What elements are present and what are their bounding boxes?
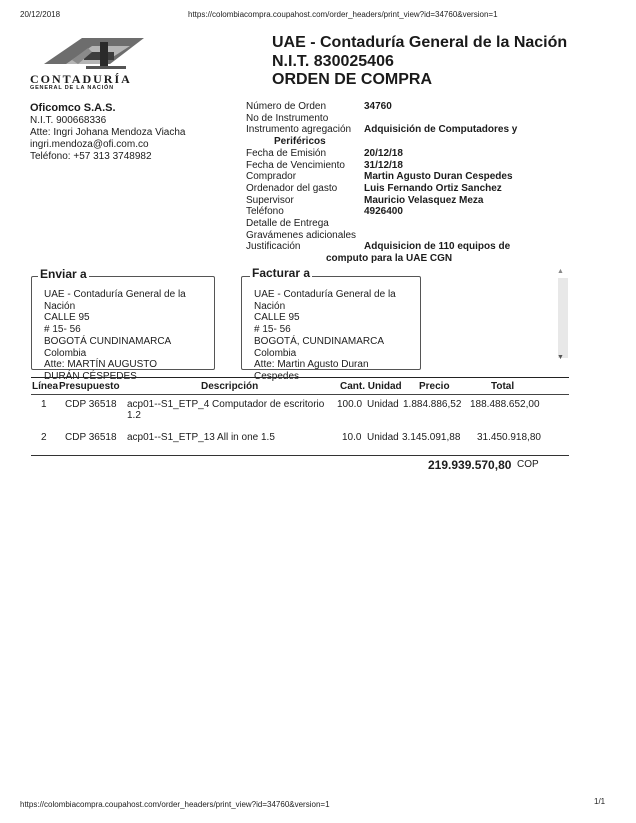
bill-to-box (241, 276, 421, 370)
ship-to-address (44, 289, 208, 383)
col-line: Línea (32, 381, 59, 392)
address-line: UAE - Contaduría General de la (44, 289, 186, 300)
address-line: BOGOTÁ, CUNDINAMARCA (254, 335, 385, 347)
address-line: CALLE 95 (254, 312, 300, 324)
order-info-value: Martin Agusto Duran Cespedes (364, 171, 513, 183)
col-price: Precio (419, 381, 450, 392)
supplier-phone: Teléfono: +57 313 3748982 (30, 151, 152, 162)
row-price: 1.884.886,52 (403, 399, 462, 410)
address-line: # 15- 56 (44, 324, 81, 336)
order-info-value: 20/12/18 (364, 147, 403, 159)
supplier-attn: Atte: Ingri Johana Mendoza Viacha (30, 127, 186, 138)
order-info-label: Comprador (246, 171, 297, 183)
row-qty: 100.0 (337, 399, 363, 410)
document-type: ORDEN DE COMPRA (272, 71, 433, 88)
row-description: acp01--S1_ETP_13 All in one 1.5 (127, 432, 275, 443)
supplier-nit: N.I.T. 900668336 (30, 115, 107, 126)
address-line: Colombia (44, 347, 87, 359)
order-info-value: Luis Fernando Ortiz Sanchez (364, 182, 502, 194)
col-total: Total (491, 381, 515, 392)
row-line: 2 (41, 432, 47, 443)
print-url: https://colombiacompra.coupahost.com/order_headers/print_view?id=34760&version=1 (188, 10, 498, 19)
grand-total: 219.939.570,80 (428, 458, 512, 472)
ship-to-box (31, 276, 215, 370)
bill-to-address (254, 289, 414, 383)
print-date: 20/12/2018 (20, 10, 61, 19)
order-info-label: Teléfono (246, 206, 284, 218)
org-nit: N.I.T. 830025406 (272, 53, 394, 70)
supplier-block (30, 101, 185, 163)
ship-to-legend: Enviar a (40, 267, 87, 281)
order-info-label: Ordenador del gasto (246, 182, 338, 194)
order-info-label: Fecha de Vencimiento (246, 159, 345, 171)
address-line: Atte: MARTÍN AUGUSTO (44, 359, 157, 371)
col-budget: Presupuesto (59, 381, 120, 392)
table-top-rule (31, 377, 569, 378)
order-info-value: 31/12/18 (364, 159, 403, 171)
scrollbar[interactable] (558, 278, 568, 358)
order-info-label: Gravámenes adicionales (246, 229, 357, 241)
scroll-up-icon[interactable]: ▲ (557, 268, 564, 275)
address-line: CALLE 95 (44, 312, 90, 324)
row-price: 3.145.091,88 (402, 432, 461, 443)
table-bottom-rule (31, 455, 569, 456)
order-info-value: Mauricio Velasquez Meza (364, 194, 484, 206)
address-line: BOGOTÁ CUNDINAMARCA (44, 335, 172, 347)
row-description-cont: 1.2 (127, 410, 141, 421)
supplier-email: ingri.mendoza@ofi.com.co (30, 139, 149, 150)
order-info-label: No de Instrumento (246, 112, 329, 124)
col-qty-unit: Cant. Unidad (340, 381, 402, 392)
address-line: Colombia (254, 347, 297, 359)
order-info-label: Número de Orden (246, 101, 327, 112)
order-info-label: Supervisor (246, 194, 294, 206)
order-info-value: 4926400 (364, 206, 403, 218)
order-info-value: Adquisicion de 110 equipos de (364, 241, 511, 253)
row-budget: CDP 36518 (65, 399, 117, 410)
order-info-label: Fecha de Emisión (246, 147, 327, 159)
org-title: UAE - Contaduría General de la Nación (272, 34, 568, 51)
currency: COP (517, 459, 539, 470)
row-line: 1 (41, 399, 47, 410)
address-line: Atte: Martin Agusto Duran (254, 359, 369, 371)
row-total: 188.488.652,00 (470, 399, 540, 410)
table-row (31, 430, 571, 448)
order-info-label: Detalle de Entrega (246, 218, 329, 229)
address-line: Nación (44, 300, 76, 312)
table-row (31, 397, 571, 427)
bill-to-legend: Facturar a (252, 266, 311, 280)
row-description: acp01--S1_ETP_4 Computador de escritorio (127, 399, 325, 410)
row-qty: 10.0 (342, 432, 362, 443)
order-info-value-cont: computo para la UAE CGN (326, 253, 453, 265)
footer-url: https://colombiacompra.coupahost.com/order_headers/print_view?id=34760&version=1 (20, 800, 330, 809)
order-info-label: Justificación (246, 241, 301, 253)
order-info-label: Instrumento agregación (246, 124, 352, 136)
order-info-value: 34760 (364, 101, 392, 112)
address-line: Nación (254, 300, 286, 312)
row-unit: Unidad (367, 399, 399, 410)
address-line: # 15- 56 (254, 324, 291, 336)
row-unit: Unidad (367, 432, 399, 443)
table-header-rule (31, 394, 569, 395)
row-total: 31.450.918,80 (477, 432, 541, 443)
contaduria-logo (26, 30, 154, 92)
logo-text: CONTADURÍA (30, 72, 132, 86)
row-budget: CDP 36518 (65, 432, 117, 443)
order-info-value: Adquisición de Computadores y (364, 124, 518, 136)
page-number: 1/1 (594, 797, 606, 806)
address-line: UAE - Contaduría General de la (254, 289, 396, 300)
logo-subtext: GENERAL DE LA NACIÓN (30, 85, 114, 91)
order-info-value-cont: Periféricos (274, 136, 326, 148)
scroll-down-icon[interactable]: ▼ (557, 354, 564, 361)
supplier-name: Oficomco S.A.S. (30, 102, 116, 114)
col-description: Descripción (201, 381, 259, 392)
